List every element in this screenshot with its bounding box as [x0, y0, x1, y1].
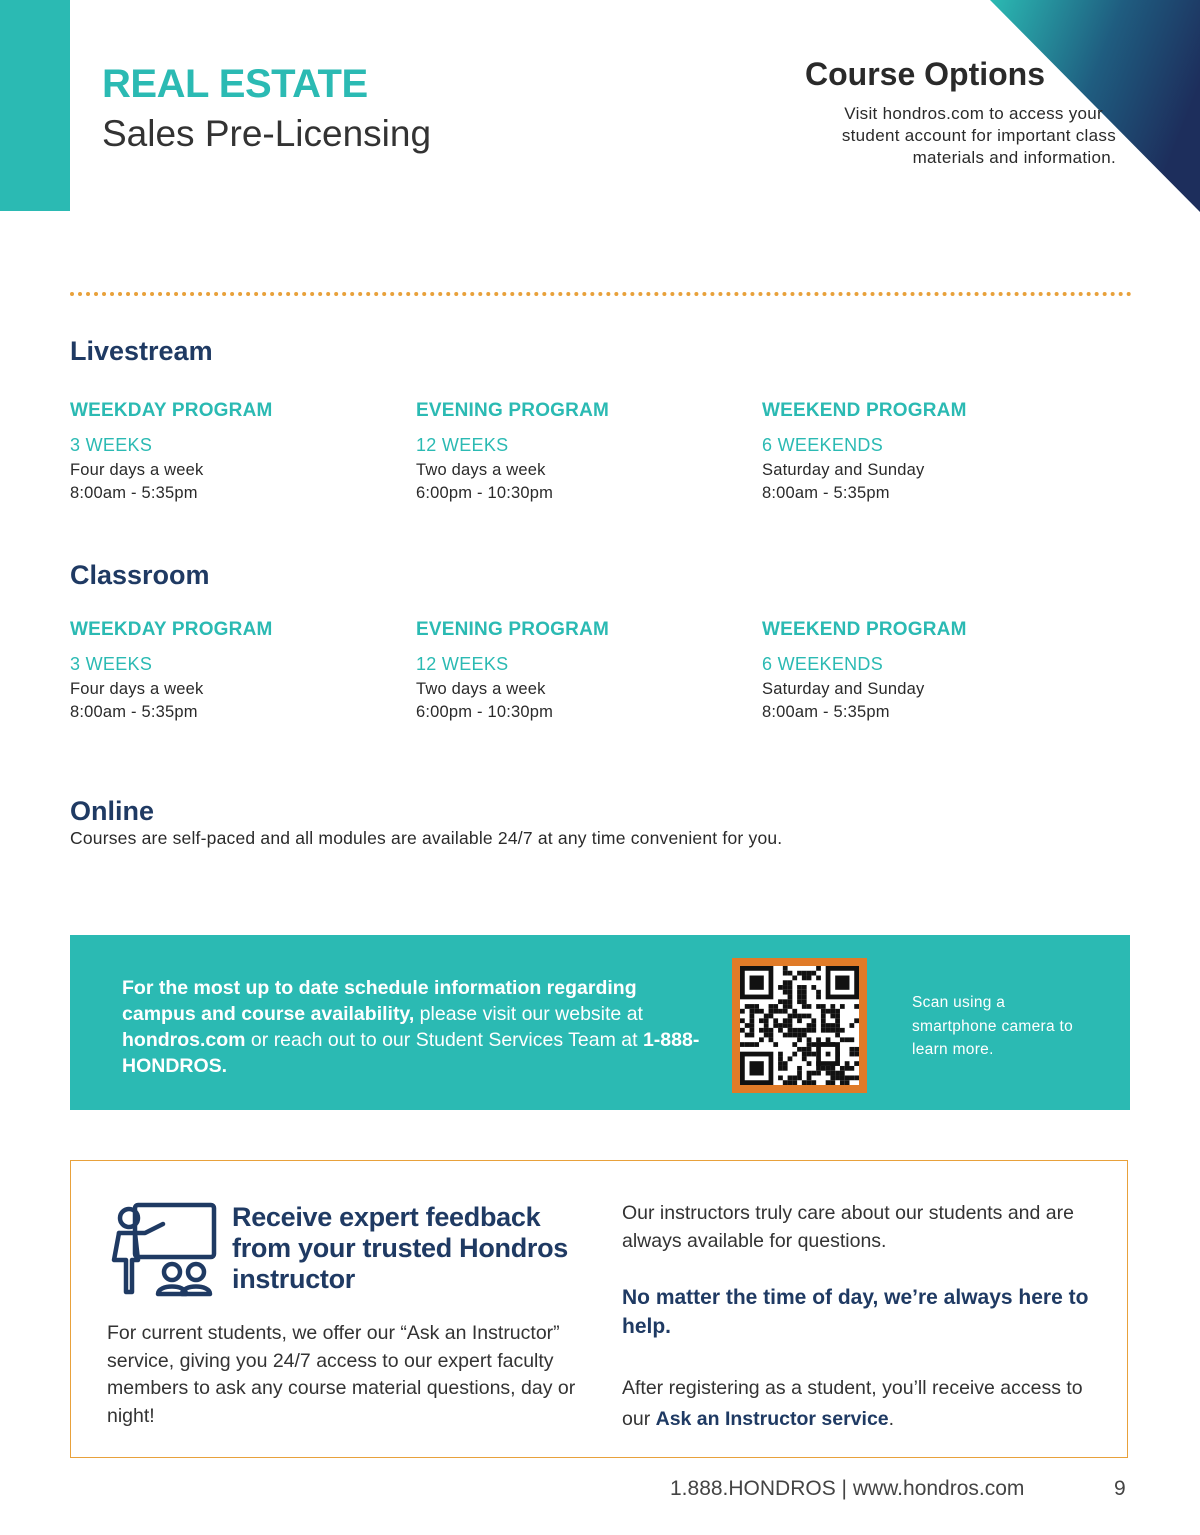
program-duration: 12 WEEKS — [416, 435, 509, 455]
header-accent-bar — [0, 0, 70, 211]
course-options-desc-line: materials and information. — [912, 148, 1116, 167]
banner-text-part: please visit our website at — [414, 1003, 643, 1025]
course-options-desc-line: student account for important class — [841, 126, 1116, 145]
qr-code-image — [740, 966, 859, 1085]
program-name: WEEKEND PROGRAM — [762, 400, 967, 421]
classroom-title: Classroom — [70, 560, 210, 590]
program-duration: 6 WEEKENDS — [762, 654, 884, 674]
page-subtitle: Sales Pre-Licensing — [102, 113, 432, 154]
livestream-weekend-program — [762, 400, 1082, 505]
instructors-care-text: Our instructors truly care about our students and are always available for questions. — [622, 1202, 1074, 1252]
program-name: EVENING PROGRAM — [416, 400, 610, 421]
course-options-description — [776, 103, 1116, 169]
page-number: 9 — [1114, 1477, 1126, 1500]
always-here-text: No matter the time of day, we’re always here to help. — [622, 1286, 1089, 1338]
registration-access-text — [622, 1373, 1102, 1435]
course-options-desc-line: Visit hondros.com to access your — [844, 104, 1103, 123]
course-options-title: Course Options — [804, 56, 1045, 92]
program-hours: 8:00am - 5:35pm — [70, 484, 198, 502]
program-days: Two days a week — [416, 461, 546, 479]
phone-number[interactable]: 1-888-HONDROS. — [122, 1029, 700, 1077]
program-hours: 8:00am - 5:35pm — [762, 484, 890, 502]
program-duration: 6 WEEKENDS — [762, 435, 884, 455]
website-link[interactable]: hondros.com — [122, 1029, 246, 1051]
livestream-evening-program — [416, 400, 736, 505]
program-hours: 6:00pm - 10:30pm — [416, 484, 554, 502]
qr-code[interactable] — [740, 966, 859, 1085]
feedback-heading: Receive expert feedback from your trusted Hondros instructor — [232, 1202, 569, 1294]
classroom-weekday-program — [70, 619, 390, 724]
livestream-weekday-program — [70, 400, 390, 505]
ask-instructor-description: For current students, we offer our “Ask an Instructor” service, giving you 24/7 access to our expert faculty members to ask any course material questions, day or night! — [107, 1322, 576, 1427]
program-hours: 6:00pm - 10:30pm — [416, 703, 554, 721]
program-days: Saturday and Sunday — [762, 461, 925, 479]
program-days: Four days a week — [70, 461, 204, 479]
scan-instructions: Scan using a smartphone camera to learn more. — [912, 994, 1074, 1058]
online-description: Courses are self-paced and all modules are available 24/7 at any time convenient for you. — [70, 828, 783, 848]
footer-contact: 1.888.HONDROS | www.hondros.com — [670, 1477, 1025, 1500]
program-days: Saturday and Sunday — [762, 680, 925, 698]
banner-bold-text: For the most up to date schedule information regarding campus and course availability, — [122, 977, 637, 1025]
banner-text-part: or reach out to our Student Services Team at — [245, 1029, 643, 1051]
program-name: WEEKDAY PROGRAM — [70, 619, 273, 640]
program-name: EVENING PROGRAM — [416, 619, 610, 640]
program-duration: 3 WEEKS — [70, 654, 153, 674]
instructor-icon — [105, 1200, 217, 1300]
dotted-divider — [70, 292, 1132, 296]
program-days: Four days a week — [70, 680, 204, 698]
online-title: Online — [70, 796, 155, 826]
page-title: REAL ESTATE — [102, 62, 368, 106]
program-duration: 12 WEEKS — [416, 654, 509, 674]
program-hours: 8:00am - 5:35pm — [70, 703, 198, 721]
livestream-title: Livestream — [70, 336, 213, 366]
registration-text-end: . — [888, 1408, 895, 1430]
program-name: WEEKDAY PROGRAM — [70, 400, 273, 421]
program-days: Two days a week — [416, 680, 546, 698]
program-duration: 3 WEEKS — [70, 435, 153, 455]
ask-instructor-service: Ask an Instructor service — [655, 1408, 889, 1430]
classroom-evening-program — [416, 619, 736, 724]
registration-text-part: After registering as a student, you’ll receive access to our — [622, 1377, 1083, 1430]
program-name: WEEKEND PROGRAM — [762, 619, 967, 640]
classroom-weekend-program — [762, 619, 1082, 724]
program-hours: 8:00am - 5:35pm — [762, 703, 890, 721]
banner-text — [122, 975, 702, 1079]
